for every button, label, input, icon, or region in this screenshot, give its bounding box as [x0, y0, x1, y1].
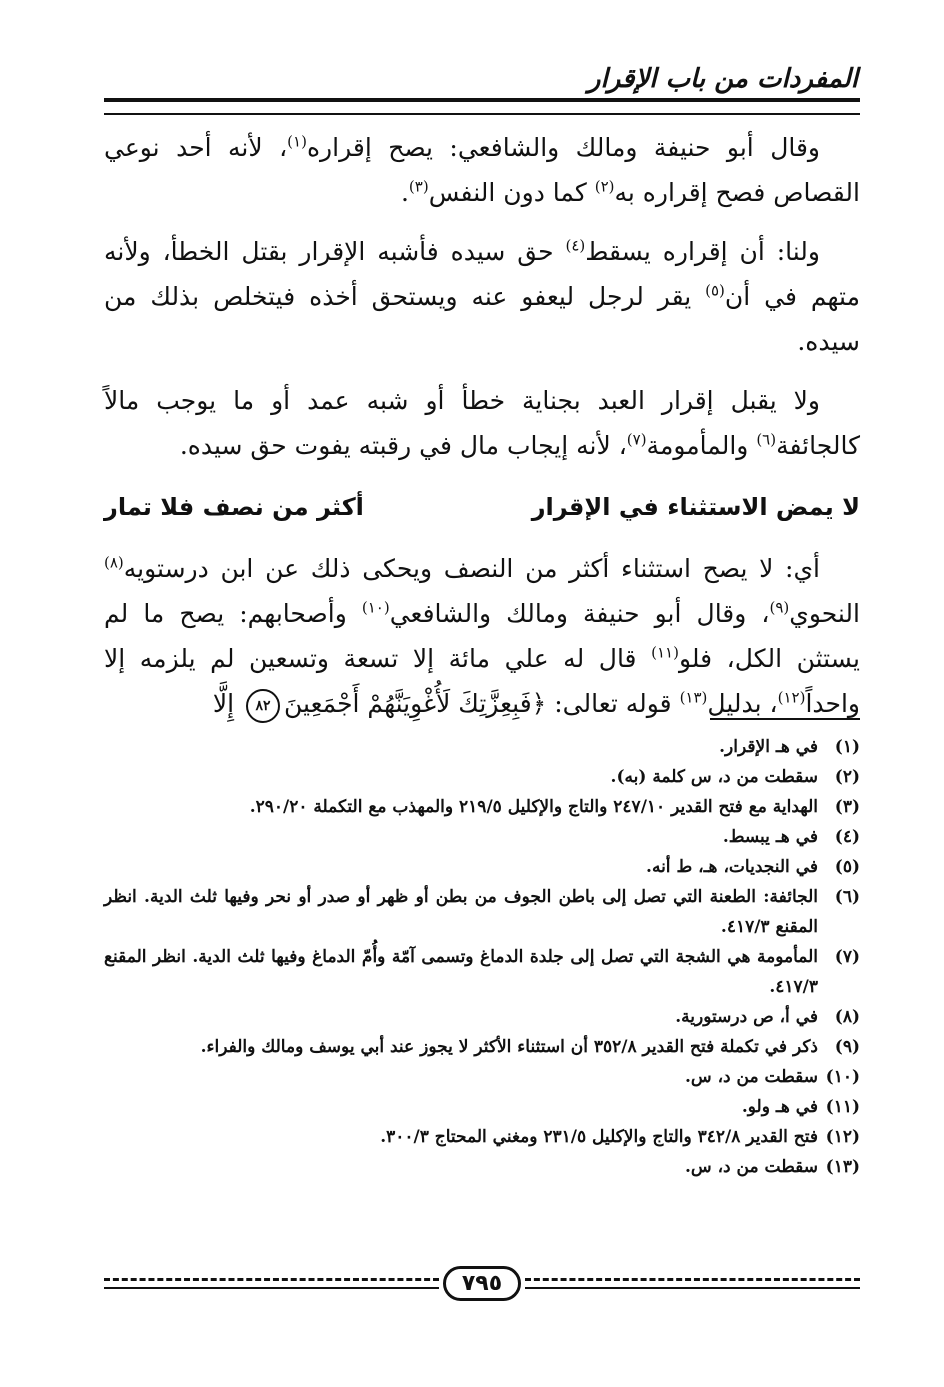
footnote-number: (٩): [834, 1037, 860, 1057]
footnote-marker: (٣): [408, 177, 429, 196]
footnote-marker: (١٢): [777, 688, 806, 707]
footnote-marker: (٦): [756, 430, 777, 449]
text-run: أي: لا يصح استثناء أكثر من النصف ويحكى ذلك عن ابن درستويه: [123, 554, 820, 583]
footnote-number: (٦): [834, 887, 860, 907]
paragraph: [104, 378, 860, 468]
footnote-text: في النجديات، هـ، ط أنه.: [646, 857, 818, 877]
footnote-number: (٥): [834, 857, 860, 877]
footnote-marker: (٥): [705, 281, 725, 300]
footnote-text: في هـ يبسط.: [722, 827, 818, 847]
text-run: ، بدليل: [707, 689, 778, 718]
paragraph: [104, 546, 860, 726]
footnote-item: [104, 882, 860, 942]
footnote-text: في هـ ولو.: [741, 1097, 818, 1117]
text-run: .: [400, 178, 409, 207]
footnote-item: [104, 942, 860, 1002]
footnote-marker: (١٣): [679, 688, 708, 707]
footnote-item: [104, 1002, 860, 1032]
footnote-number: (١٢): [825, 1127, 860, 1147]
text-run: ولنا: أن إقراره يسقط: [585, 237, 820, 266]
footnote-text: الجائفة: الطعنة التي تصل إلى باطن الجوف من بطن أو ظهر أو صدر أو نحر وفيها ثلث الدية. انظر المقنع ٤١٧/٣.: [104, 887, 818, 937]
footnote-marker: (١): [287, 132, 307, 151]
text-run: النحوي: [789, 599, 860, 628]
footnote-marker: (٤): [565, 236, 586, 255]
verse-heading: [104, 482, 860, 532]
footnote-number: (٣): [834, 797, 860, 817]
footnote-number: (٧): [834, 947, 860, 967]
footnote-number: (١١): [825, 1097, 860, 1117]
main-text: [104, 125, 860, 726]
footnote-text: سقطت من د، س.: [684, 1157, 818, 1177]
footer-rule-left: [104, 1278, 439, 1289]
footnote-number: (٨): [834, 1007, 860, 1027]
paragraph: [104, 125, 860, 215]
footnote-marker: (٧): [626, 430, 647, 449]
footnote-item: [104, 852, 860, 882]
footnote-number: (١٣): [825, 1157, 860, 1177]
footnote-number: (٤): [834, 827, 860, 847]
page-number: ٧٩٥: [443, 1266, 521, 1301]
footnote-separator: [710, 718, 860, 720]
text-run: قوله تعالى: ﴿فَبِعِزَّتِكَ لَأُغْوِيَنَّهُمْ أَجْمَعِينَ: [284, 689, 680, 718]
ayah-number-marker: ٨٢: [246, 689, 280, 723]
text-run: كما دون النفس: [428, 178, 595, 207]
footnote-marker: (٨): [104, 553, 124, 572]
text-run: والمأمومة: [646, 431, 757, 460]
footnote-number: (١٠): [825, 1067, 860, 1087]
text-run: ، لأنه إيجاب مال في رقبته يفوت حق سيده.: [179, 431, 627, 460]
text-run: ولا يقبل إقرار العبد بجناية خطأ أو شبه عمد أو ما يوجب مالاً كالجائفة: [104, 386, 860, 460]
footnote-item: [104, 1152, 860, 1182]
footnote-text: في أ، ص درستورية.: [675, 1007, 818, 1027]
paragraph: [104, 229, 860, 364]
footnote-text: فتح القدير ٣٤٢/٨ والتاج والإكليل ٢٣١/٥ ومغني المحتاج ٣٠٠/٣.: [380, 1127, 818, 1147]
footer-rule-right: [525, 1278, 860, 1289]
paragraph-after-verse: [104, 546, 860, 726]
footnote-item: [104, 732, 860, 762]
footnote-marker: (٢): [594, 177, 615, 196]
footnote-text: في هـ الإقرار.: [719, 737, 818, 757]
footnote-item: [104, 762, 860, 792]
footnote-marker: (٩): [769, 598, 790, 617]
footnote-text: سقطت من د، س كلمة (به).: [610, 767, 818, 787]
page-title: المفردات من باب الإقرار: [587, 64, 858, 94]
footnote-number: (١): [834, 737, 860, 757]
book-page: [104, 40, 860, 1360]
footnote-number: (٢): [834, 767, 860, 787]
footnote-item: [104, 822, 860, 852]
footnote-text: المأمومة هي الشجة التي تصل إلى جلدة الدماغ وتسمى آمّة وأُمّ الدماغ وفيها ثلث الدية. انظر المقنع ٤١٧/٣.: [104, 947, 818, 997]
text-run: وقال أبو حنيفة ومالك والشافعي: يصح إقراره: [306, 133, 820, 162]
footnote-item: [104, 1092, 860, 1122]
text-run: إِلَّا: [212, 689, 242, 718]
running-header: [104, 40, 860, 94]
footnote-text: الهداية مع فتح القدير ٢٤٧/١٠ والتاج والإكليل ٢١٩/٥ والمهذب مع التكملة ٢٩٠/٢٠.: [249, 797, 818, 817]
footnote-item: [104, 1062, 860, 1092]
footnote-item: [104, 792, 860, 822]
footnotes-list: [104, 732, 860, 1182]
page-footer: [104, 1266, 860, 1300]
footnote-item: [104, 1032, 860, 1062]
footnote-text: ذكر في تكملة فتح القدير ٣٥٢/٨ أن استثناء الأكثر لا يجوز عند أبي يوسف ومالك والفراء.: [200, 1037, 818, 1057]
text-run: ، لأنه أحد نوعي القصاص فصح إقراره به: [104, 133, 860, 207]
verse-second-hemistich: أكثر من نصف فلا تمار: [104, 492, 364, 521]
footnote-marker: (١٠): [361, 598, 390, 617]
text-run: قال له علي مائة إلا تسعة وتسعين لم يلزمه إلا واحداً: [104, 644, 860, 718]
header-rule: [104, 98, 860, 115]
text-run: حق سيده فأشبه الإقرار بقتل الخطأ، ولأنه متهم في أن: [104, 237, 860, 311]
paragraphs-before-verse: [104, 125, 860, 468]
footnote-marker: (١١): [651, 643, 679, 662]
verse-first-hemistich: لا يمض الاستثناء في الإقرار: [531, 492, 860, 521]
footnote-text: سقطت من د، س.: [684, 1067, 818, 1087]
text-run: يقر لرجل ليعفو عنه ويستحق أخذه فيتخلص بذلك من سيده.: [104, 282, 860, 356]
text-run: ، وقال أبو حنيفة ومالك والشافعي: [389, 599, 770, 628]
footnote-item: [104, 1122, 860, 1152]
text-run: وأصحابهم: يصح ما لم يستثن الكل، فلو: [104, 599, 860, 673]
